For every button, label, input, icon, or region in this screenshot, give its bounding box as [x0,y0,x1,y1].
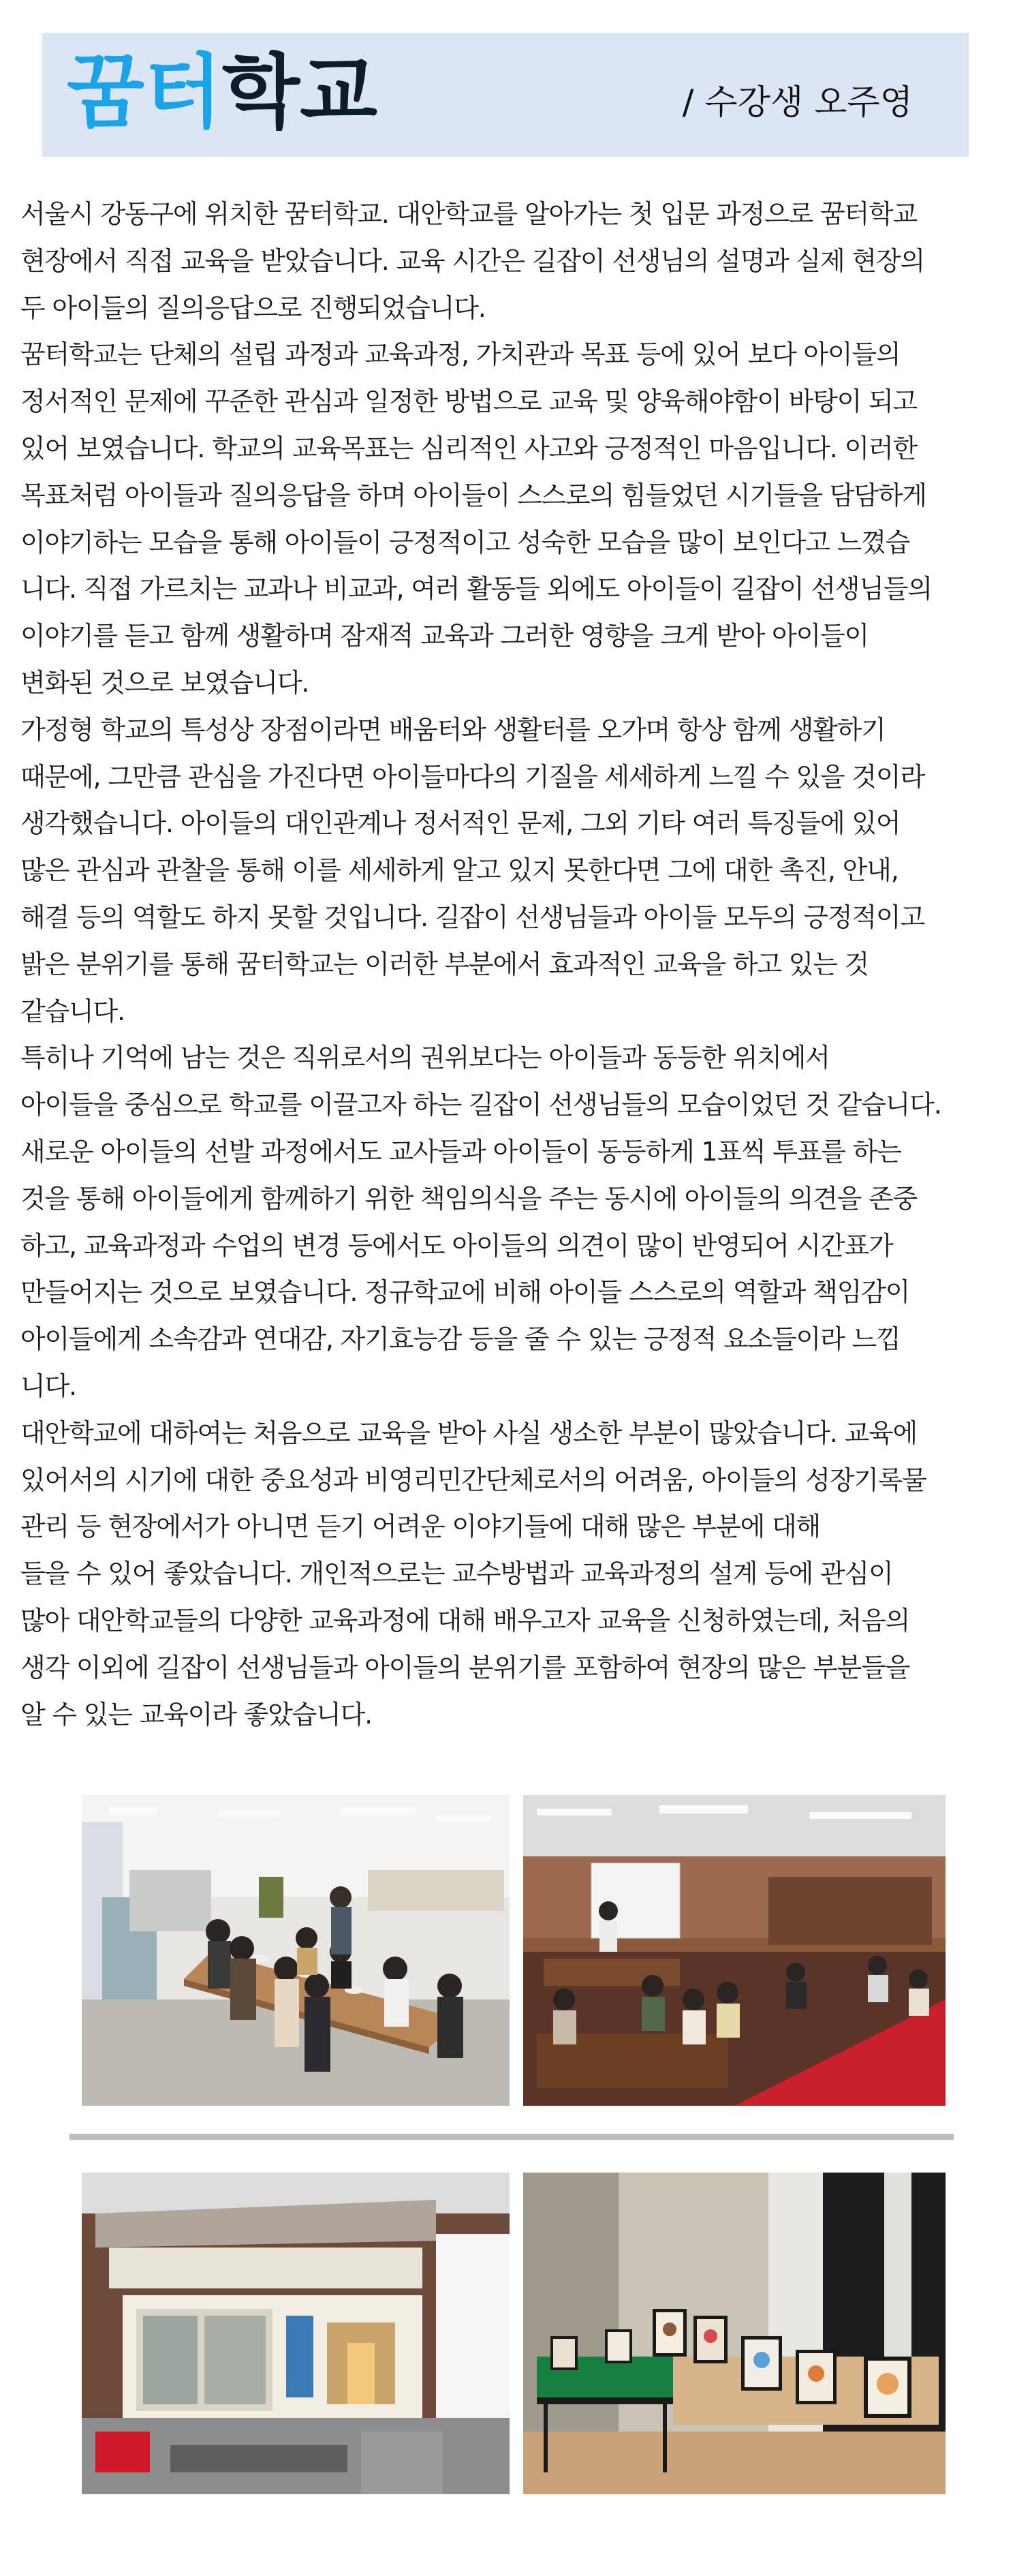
body-line: 많은 관심과 관찰을 통해 이를 세세하게 알고 있지 못한다면 그에 대한 촉진, 안내, [20,855,899,886]
body-line: 정서적인 문제에 꾸준한 관심과 일정한 방법으로 교육 및 양육해야함이 바탕이 되고 [20,386,918,417]
body-line: 이야기하는 모습을 통해 아이들이 긍정적이고 성숙한 모습을 많이 보인다고 느꼈습 [20,527,910,557]
body-line: 현장에서 직접 교육을 받았습니다. 교육 시간은 길잡이 선생님의 설명과 실제 현장의 [20,245,924,276]
header-banner [42,33,969,157]
body-line: 때문에, 그만큼 관심을 가진다면 아이들마다의 기질을 세세하게 느낄 수 있을 것이라 [20,761,924,792]
body-line: 두 아이들의 질의응답으로 진행되었습니다. [20,292,486,323]
body-line: 변화된 것으로 보였습니다. [20,667,309,698]
body-line: 아이들에게 소속감과 연대감, 자기효능감 등을 줄 수 있는 긍정적 요소들이라 느낍 [20,1324,901,1355]
body-line: 새로운 아이들의 선발 과정에서도 교사들과 아이들이 동등하게 1표씩 투표를 하는 [20,1136,901,1167]
body-line: 알 수 있는 교육이라 좋았습니다. [20,1699,373,1730]
body-line: 있어서의 시기에 대한 중요성과 비영리민간단체로서의 어려움, 아이들의 성장기록물 [20,1465,926,1495]
body-line: 아이들을 중심으로 학교를 이끌고자 하는 길잡이 선생님들의 모습이었던 것 같습니다. [20,1090,941,1120]
article-body [20,191,1015,1738]
photo-lecture-room [523,1795,946,2106]
body-line: 서울시 강동구에 위치한 꿈터학교. 대안학교를 알아가는 첫 입문 과정으로 꿈터학교 [20,199,918,229]
body-line: 만들어지는 것으로 보였습니다. 정규학교에 비해 아이들 스스로의 역할과 책임감이 [20,1277,910,1308]
body-line: 것을 통해 아이들에게 함께하기 위한 책임의식을 주는 동시에 아이들의 의견을 존중 [20,1183,918,1214]
photo-school-building [82,2173,510,2494]
body-line: 특히나 기억에 남는 것은 직위로서의 권위보다는 아이들과 동등한 위치에서 [20,1043,830,1073]
body-line: 관리 등 현장에서가 아니면 듣기 어려운 이야기들에 대해 많은 부분에 대해 [20,1512,821,1542]
body-line: 꿈터학교는 단체의 설립 과정과 교육과정, 가치관과 목표 등에 있어 보다 아이들의 [20,339,901,370]
body-line: 니다. 직접 가르치는 교과나 비교과, 여러 활동들 외에도 아이들이 길잡이 선생님들의 [20,574,932,604]
photo-art-display [523,2173,946,2494]
body-line: 들을 수 있어 좋았습니다. 개인적으로는 교수방법과 교육과정의 설계 등에 관심이 [20,1559,893,1589]
author-byline: / 수강생 오주영 [682,82,913,122]
section-divider [69,2134,954,2140]
title-accent: 꿈터 [67,45,222,139]
body-line: 많아 대안학교들의 다양한 교육과정에 대해 배우고자 교육을 신청하였는데, 처음의 [20,1605,910,1636]
body-line: 목표처럼 아이들과 질의응답을 하며 아이들이 스스로의 힘들었던 시기들을 담담하게 [20,480,926,510]
body-line: 밝은 분위기를 통해 꿈터학교는 이러한 부분에서 효과적인 교육을 하고 있는 것 [20,949,869,979]
body-line: 같습니다. [20,996,125,1026]
body-line: 생각 이외에 길잡이 선생님들과 아이들의 분위기를 포함하여 현장의 많은 부분들을 [20,1652,910,1683]
body-line: 있어 보였습니다. 학교의 교육목표는 심리적인 사고와 긍정적인 마음입니다. 이러한 [20,433,918,463]
title-rest: 학교 [221,45,377,139]
body-line: 하고, 교육과정과 수업의 변경 등에서도 아이들의 의견이 많이 반영되어 시간표가 [20,1230,893,1261]
body-line: 생각했습니다. 아이들의 대인관계나 정서적인 문제, 그외 기타 여러 특징들에 있어 [20,808,901,839]
body-line: 해결 등의 역할도 하지 못할 것입니다. 길잡이 선생님들과 아이들 모두의 긍정적이고 [20,902,924,932]
photo-dining-hall [82,1795,510,2106]
body-line: 가정형 학교의 특성상 장점이라면 배움터와 생활터를 오가며 항상 함께 생활하기 [20,714,886,745]
body-line: 대안학교에 대하여는 처음으로 교육을 받아 사실 생소한 부분이 많았습니다. 교육에 [20,1417,918,1448]
body-line: 니다. [20,1370,76,1401]
page-title [67,45,377,139]
body-line: 이야기를 듣고 함께 생활하며 잠재적 교육과 그러한 영향을 크게 받아 아이들이 [20,621,869,651]
